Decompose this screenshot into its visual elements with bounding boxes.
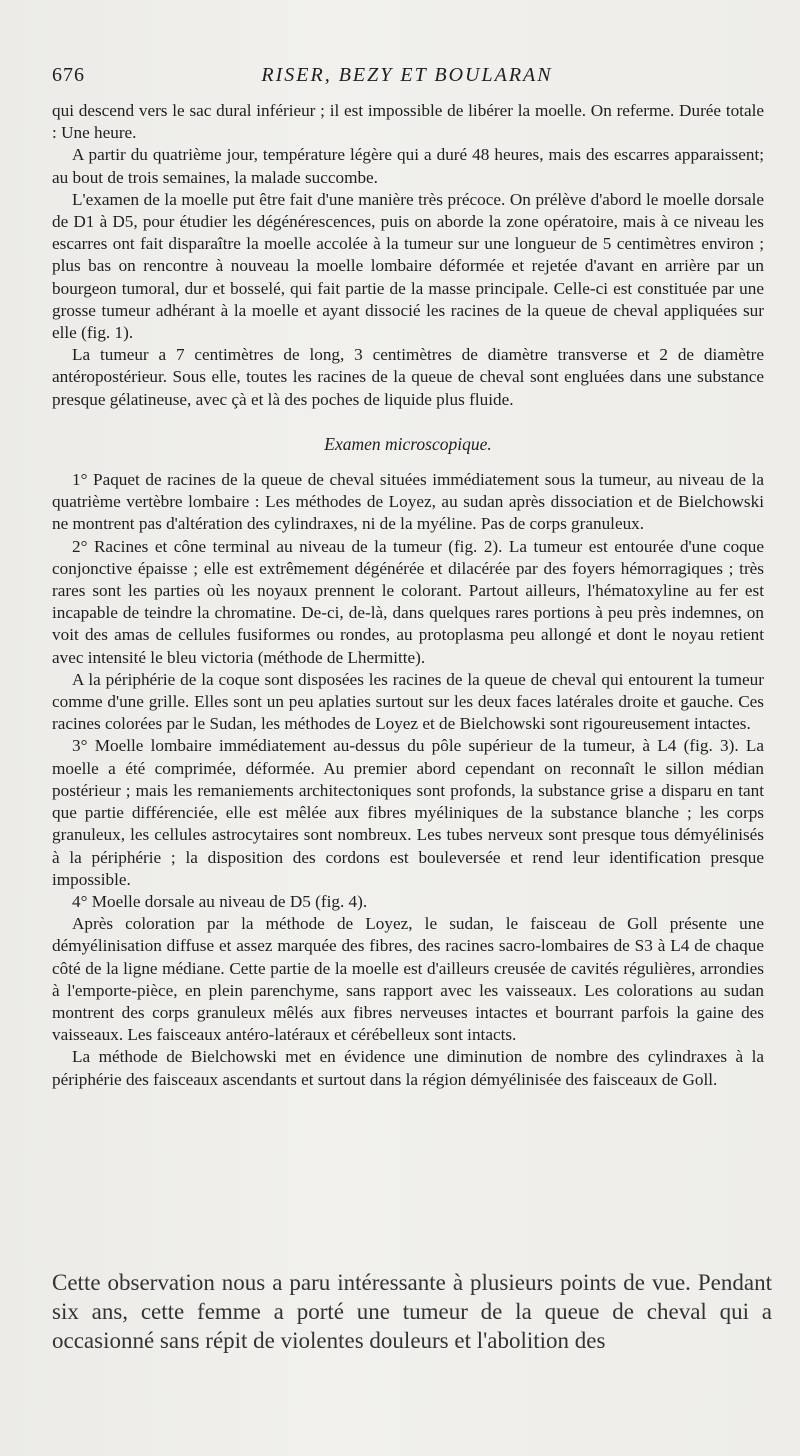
section-title: Examen microscopique. (324, 433, 492, 454)
paragraph: A partir du quatrième jour, température légère qui a duré 48 heures, mais des escarres apparaissent; au bout de trois semaines, la malade succombe. (52, 145, 764, 187)
paragraph: Après coloration par la méthode de Loyez, le sudan, le faisceau de Goll présente une démyélinisation diffuse et assez marquée des fibres, des racines sacro-lombaires de S3 à L4 de chaque côté de la ligne médiane. Cette partie de la moelle est d'ailleurs creusée de cavités régulières, arrondies à l'emporte-pièce, en plein parenchyme, sans rapport avec les vaisseaux. Les colorations au sudan montrent des corps granuleux mêlés aux fibres nerveuses intactes et bourrant parfois la gaine des vaisseaux. Les faisceaux antéro-latéraux et cérébelleux sont intacts. (52, 914, 764, 1045)
paragraph: qui descend vers le sac dural inférieur ; il est impossible de libérer la moelle. On referme. Durée totale : Une heure. (52, 101, 764, 143)
paragraph: 4° Moelle dorsale au niveau de D5 (fig. 4). (72, 891, 368, 911)
running-head: RISER, BEZY ET BOULARAN (261, 64, 553, 86)
paragraph: 1° Paquet de racines de la queue de cheval situées immédiatement sous la tumeur, au niveau de la quatrième vertèbre lombaire : Les méthodes de Loyez, au sudan après dissociation et de Bielchowski ne montrent pas d'altération des cylindraxes, ni de la myéline. Pas de corps granuleux. (52, 470, 764, 534)
paragraph: L'examen de la moelle put être fait d'une manière très précoce. On prélève d'abord le moelle dorsale de D1 à D5, pour étudier les dégénérescences, puis on aborde la zone opératoire, mais à ce niveau les escarres ont fait disparaître la moelle accolée à la tumeur sur une longueur de 5 centimètres environ ; plus bas on rencontre à nouveau la moelle lombaire déformée et rejetée d'avant en arrière par un bourgeon tumoral, dur et bosselé, qui fait partie de la masse principale. Celle-ci est constituée par une grosse tumeur adhérant à la moelle et ayant dissocié les racines de la queue de cheval appliquées sur elle (fig. 1). (52, 189, 764, 343)
paragraph: 2° Racines et cône terminal au niveau de la tumeur (fig. 2). La tumeur est entourée d'une coque conjonctive épaisse ; elle est extrêmement dégénérée et dilacérée par des foyers hémorragiques ; très rares sont les parties où les noyaux prennent le colorant. Partout ailleurs, l'hématoxyline au fer est incapable de teindre la chromatine. De-ci, de-là, dans quelques rares portions à peu près indemnes, on voit des amas de cellules fusiformes ou rondes, au protoplasma peu allongé et dont le noyau retient avec intensité le bleu victoria (méthode de Lhermitte). (52, 536, 764, 667)
paragraph: La tumeur a 7 centimètres de long, 3 centimètres de diamètre transverse et 2 de diamètre antéropostérieur. Sous elle, toutes les racines de la queue de cheval sont engluées dans une substance presque gélatineuse, avec çà et là des poches de liquide plus fluide. (52, 345, 764, 409)
paragraph: A la périphérie de la coque sont disposées les racines de la queue de cheval qui entourent la tumeur comme d'une grille. Elles sont un peu aplaties surtout sur les deux faces latérales droite et gauche. Ces racines colorées par le Sudan, les méthodes de Loyez et de Bielchowski sont rigoureusement intactes. (52, 669, 764, 734)
paragraph: La méthode de Bielchowski met en évidence une diminution de nombre des cylindraxes à la périphérie des faisceaux ascendants et surtout dans la région démyélinisée des faisceaux de Goll. (52, 1047, 764, 1089)
paragraph: Cette observation nous a paru intéressante à plusieurs points de vue. Pendant six ans, cette femme a porté une tumeur de la queue de cheval qui a occasionné sans répit de violentes douleurs et l'abolition des (52, 1270, 772, 1353)
paragraph: 3° Moelle lombaire immédiatement au-dessus du pôle supérieur de la tumeur, à L4 (fig. 3). La moelle a été comprimée, déformée. Au premier abord cependant on reconnaît le sillon médian postérieur ; mais les remaniements architectoniques sont profonds, la substance grise a disparu en tant que partie différenciée, elle est mêlée aux fibres myéliniques de la substance blanche ; les corps granuleux, les cellules astrocytaires sont nombreux. Les tubes nerveux sont presque tous démyélinisés à la périphérie ; la disposition des cordons est bouleversée et rend leur identification presque impossible. (52, 736, 764, 889)
page-number: 676 (52, 64, 85, 86)
article-body (52, 100, 764, 1091)
page-header (52, 64, 762, 94)
closing-text (52, 1268, 772, 1355)
